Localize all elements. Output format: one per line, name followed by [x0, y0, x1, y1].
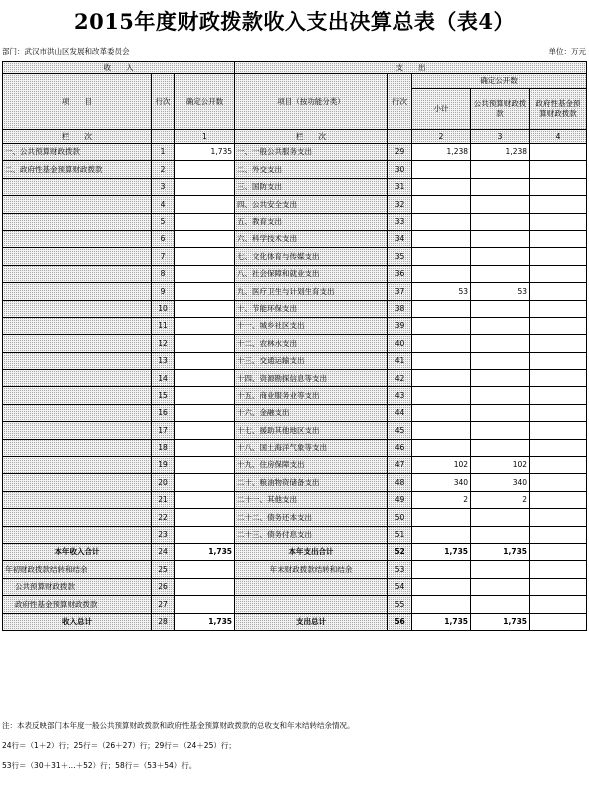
- subtotal-cell: [412, 317, 471, 334]
- gov-budget-cell: 53: [471, 283, 530, 300]
- expense-item-cell: 十六、金融支出: [235, 404, 388, 421]
- expense-item-cell: 二十三、债务付息支出: [235, 526, 388, 543]
- expense-item-header: 项目（按功能分类）: [235, 74, 388, 130]
- subtotal-cell: [412, 178, 471, 195]
- gov-budget-cell: [471, 370, 530, 387]
- table-row: [3, 352, 587, 369]
- expense-line-no-cell: 43: [388, 387, 412, 404]
- table-row: [3, 422, 587, 439]
- table-row: [3, 613, 587, 630]
- gov-budget-cell: [471, 509, 530, 526]
- table-row: [3, 457, 587, 474]
- expense-header: 支 出: [235, 62, 587, 74]
- expense-line-no-cell: 40: [388, 335, 412, 352]
- gov-fund-cell: [530, 248, 587, 265]
- gov-budget-cell: 340: [471, 474, 530, 491]
- income-value-cell: [175, 491, 235, 508]
- income-line-no-cell: 9: [152, 283, 175, 300]
- income-line-no-cell: 5: [152, 213, 175, 230]
- gov-budget-cell: 1,238: [471, 144, 530, 161]
- expense-item-cell: 十七、援助其他地区支出: [235, 422, 388, 439]
- income-line-no-cell: 21: [152, 491, 175, 508]
- income-item-cell: [3, 317, 152, 334]
- expense-line-no-cell: 31: [388, 178, 412, 195]
- income-value-cell: [175, 596, 235, 613]
- gov-budget-header: 公共预算财政拨款: [471, 89, 530, 130]
- note-line: 53行＝（30＋31＋…＋52）行；58行＝（53＋54）行。: [2, 761, 197, 770]
- gov-fund-cell: [530, 561, 587, 578]
- income-line-no-cell: 11: [152, 317, 175, 334]
- income-item-cell: 年初财政拨款结转和结余: [3, 561, 152, 578]
- column-index-1: 1: [175, 130, 235, 144]
- table-row: [3, 144, 587, 161]
- expense-item-cell: 十四、资源勘探信息等支出: [235, 370, 388, 387]
- expense-item-cell: 十五、商业服务业等支出: [235, 387, 388, 404]
- subtotal-cell: [412, 230, 471, 247]
- gov-budget-cell: [471, 265, 530, 282]
- subtotal-cell: [412, 387, 471, 404]
- subtotal-cell: 1,238: [412, 144, 471, 161]
- gov-budget-cell: [471, 387, 530, 404]
- expense-line-no-cell: 34: [388, 230, 412, 247]
- income-line-no-cell: 19: [152, 457, 175, 474]
- column-index-label: 栏 次: [3, 130, 152, 144]
- gov-fund-cell: [530, 422, 587, 439]
- gov-budget-cell: [471, 578, 530, 595]
- income-item-cell: [3, 404, 152, 421]
- income-value-cell: [175, 178, 235, 195]
- gov-fund-cell: [530, 457, 587, 474]
- gov-fund-cell: [530, 178, 587, 195]
- income-value-cell: [175, 335, 235, 352]
- income-value-cell: [175, 457, 235, 474]
- note-line: 注：本表反映部门本年度一般公共预算财政拨款和政府性基金预算财政拨款的总收支和年末结转结余情况。: [2, 721, 355, 730]
- income-item-cell: [3, 370, 152, 387]
- column-index-3: 3: [471, 130, 530, 144]
- gov-fund-header: 政府性基金预算财政拨款: [530, 89, 587, 130]
- expense-line-no-cell: 38: [388, 300, 412, 317]
- gov-fund-cell: [530, 370, 587, 387]
- subtotal-cell: 340: [412, 474, 471, 491]
- gov-fund-cell: [530, 300, 587, 317]
- gov-fund-cell: [530, 404, 587, 421]
- gov-fund-cell: [530, 196, 587, 213]
- table-row: [3, 387, 587, 404]
- subtotal-cell: 53: [412, 283, 471, 300]
- expense-item-cell: 二、外交支出: [235, 161, 388, 178]
- expense-item-cell: 八、社会保障和就业支出: [235, 265, 388, 282]
- table-row: [3, 509, 587, 526]
- expense-item-cell: 五、教育支出: [235, 213, 388, 230]
- subtotal-cell: [412, 578, 471, 595]
- income-value-cell: [175, 370, 235, 387]
- expense-line-no-cell: 36: [388, 265, 412, 282]
- income-item-cell: [3, 230, 152, 247]
- table-row: [3, 178, 587, 195]
- income-item-cell: [3, 439, 152, 456]
- income-item-cell: [3, 213, 152, 230]
- income-line-no-cell: 6: [152, 230, 175, 247]
- expense-line-no-cell: 42: [388, 370, 412, 387]
- income-item-cell: 二、政府性基金预算财政拨款: [3, 161, 152, 178]
- gov-budget-cell: [471, 596, 530, 613]
- income-item-cell: [3, 457, 152, 474]
- gov-budget-cell: [471, 439, 530, 456]
- income-item-cell: 政府性基金预算财政拨款: [3, 596, 152, 613]
- expense-item-cell: 年末财政拨款结转和结余: [235, 561, 388, 578]
- income-line-no-cell: 4: [152, 196, 175, 213]
- subtotal-cell: 2: [412, 491, 471, 508]
- income-value-cell: [175, 509, 235, 526]
- income-item-cell: [3, 283, 152, 300]
- expense-line-no-cell: 47: [388, 457, 412, 474]
- gov-budget-cell: [471, 404, 530, 421]
- column-index-row: [3, 130, 587, 144]
- subtotal-cell: [412, 335, 471, 352]
- table-row: [3, 578, 587, 595]
- expense-item-cell: 支出总计: [235, 613, 388, 630]
- gov-fund-cell: [530, 144, 587, 161]
- gov-fund-cell: [530, 213, 587, 230]
- table-row: [3, 491, 587, 508]
- income-value-cell: [175, 404, 235, 421]
- income-item-cell: 本年收入合计: [3, 543, 152, 560]
- income-item-cell: [3, 300, 152, 317]
- income-value-cell: [175, 283, 235, 300]
- subtotal-cell: [412, 300, 471, 317]
- table-row: [3, 230, 587, 247]
- expense-line-no-cell: 33: [388, 213, 412, 230]
- gov-budget-cell: [471, 422, 530, 439]
- income-value-cell: [175, 474, 235, 491]
- page-title: 2015年度财政拨款收入支出决算总表（表4）: [73, 9, 516, 34]
- expense-line-no-cell: 51: [388, 526, 412, 543]
- gov-fund-cell: [530, 596, 587, 613]
- gov-budget-cell: 102: [471, 457, 530, 474]
- gov-fund-cell: [530, 230, 587, 247]
- income-line-no-cell: 16: [152, 404, 175, 421]
- income-item-cell: [3, 335, 152, 352]
- expense-line-no-cell: 49: [388, 491, 412, 508]
- income-line-no-cell: 24: [152, 543, 175, 560]
- income-value-cell: [175, 352, 235, 369]
- gov-budget-cell: [471, 335, 530, 352]
- income-line-no-cell: 8: [152, 265, 175, 282]
- gov-budget-cell: [471, 230, 530, 247]
- table-row: [3, 213, 587, 230]
- column-index-empty: [152, 130, 175, 144]
- gov-budget-cell: 1,735: [471, 613, 530, 630]
- subtotal-cell: 1,735: [412, 613, 471, 630]
- subtotal-cell: [412, 213, 471, 230]
- expense-item-cell: [235, 578, 388, 595]
- income-item-cell: [3, 422, 152, 439]
- table-row: [3, 474, 587, 491]
- income-item-cell: [3, 491, 152, 508]
- note-line: 24行＝（1＋2）行；25行＝（26＋27）行；29行＝（24＋25）行；: [2, 741, 236, 750]
- table-row: [3, 161, 587, 178]
- budget-public-group-header: 确定公开数: [412, 74, 587, 89]
- expense-item-cell: 十一、城乡社区支出: [235, 317, 388, 334]
- gov-budget-cell: [471, 178, 530, 195]
- table-row: [3, 283, 587, 300]
- income-header: 收 入: [3, 62, 235, 74]
- expense-line-no-cell: 55: [388, 596, 412, 613]
- gov-fund-cell: [530, 161, 587, 178]
- income-line-no-cell: 27: [152, 596, 175, 613]
- gov-budget-cell: 2: [471, 491, 530, 508]
- income-value-cell: 1,735: [175, 144, 235, 161]
- income-value-cell: [175, 422, 235, 439]
- subtotal-cell: [412, 596, 471, 613]
- expense-line-no-cell: 54: [388, 578, 412, 595]
- table-row: [3, 335, 587, 352]
- table-row: [3, 561, 587, 578]
- item-header: 项 目: [3, 74, 152, 130]
- subtotal-cell: [412, 265, 471, 282]
- income-value-cell: [175, 248, 235, 265]
- subtotal-cell: [412, 404, 471, 421]
- income-value-cell: 1,735: [175, 613, 235, 630]
- column-index-empty-2: [388, 130, 412, 144]
- income-value-cell: [175, 387, 235, 404]
- subtotal-cell: [412, 526, 471, 543]
- income-line-no-cell: 23: [152, 526, 175, 543]
- column-index-label-2: 栏 次: [235, 130, 388, 144]
- expense-item-cell: 七、文化体育与传媒支出: [235, 248, 388, 265]
- expense-line-no-cell: 37: [388, 283, 412, 300]
- table-row: [3, 300, 587, 317]
- budget-table: [2, 61, 587, 631]
- gov-budget-cell: [471, 526, 530, 543]
- gov-fund-cell: [530, 387, 587, 404]
- income-line-no-cell: 12: [152, 335, 175, 352]
- expense-line-no-cell: 46: [388, 439, 412, 456]
- gov-budget-cell: [471, 561, 530, 578]
- expense-line-no-cell: 30: [388, 161, 412, 178]
- income-value-cell: [175, 561, 235, 578]
- gov-fund-cell: [530, 474, 587, 491]
- table-row: [3, 526, 587, 543]
- gov-fund-cell: [530, 265, 587, 282]
- income-line-no-cell: 26: [152, 578, 175, 595]
- notes: [2, 716, 355, 776]
- expense-line-no-cell: 44: [388, 404, 412, 421]
- income-line-no-cell: 1: [152, 144, 175, 161]
- expense-line-no-cell: 50: [388, 509, 412, 526]
- table-row: [3, 596, 587, 613]
- expense-item-cell: 四、公共安全支出: [235, 196, 388, 213]
- gov-fund-cell: [530, 509, 587, 526]
- income-line-no-cell: 13: [152, 352, 175, 369]
- income-item-cell: [3, 178, 152, 195]
- expense-item-cell: 二十一、其他支出: [235, 491, 388, 508]
- expense-item-cell: 六、科学技术支出: [235, 230, 388, 247]
- income-line-no-cell: 2: [152, 161, 175, 178]
- column-index-4: 4: [530, 130, 587, 144]
- income-item-cell: 收入总计: [3, 613, 152, 630]
- subtotal-cell: [412, 422, 471, 439]
- expense-line-no-cell: 35: [388, 248, 412, 265]
- expense-item-cell: 本年支出合计: [235, 543, 388, 560]
- income-line-no-cell: 28: [152, 613, 175, 630]
- income-item-cell: 公共预算财政拨款: [3, 578, 152, 595]
- income-item-cell: [3, 474, 152, 491]
- income-line-no-cell: 22: [152, 509, 175, 526]
- gov-budget-cell: [471, 161, 530, 178]
- income-item-cell: [3, 248, 152, 265]
- header-row-2: [3, 74, 587, 89]
- expense-line-no-cell: 48: [388, 474, 412, 491]
- subtotal-cell: 102: [412, 457, 471, 474]
- gov-budget-cell: [471, 300, 530, 317]
- income-value-cell: [175, 265, 235, 282]
- subtotal-cell: [412, 439, 471, 456]
- income-line-no-cell: 3: [152, 178, 175, 195]
- income-item-cell: [3, 352, 152, 369]
- gov-fund-cell: [530, 526, 587, 543]
- expense-line-no-cell: 39: [388, 317, 412, 334]
- gov-budget-cell: 1,735: [471, 543, 530, 560]
- table-row: [3, 196, 587, 213]
- income-line-no-cell: 20: [152, 474, 175, 491]
- expense-item-cell: 九、医疗卫生与计划生育支出: [235, 283, 388, 300]
- income-item-cell: [3, 509, 152, 526]
- expense-line-no-cell: 41: [388, 352, 412, 369]
- subtotal-cell: [412, 248, 471, 265]
- expense-line-no-cell: 53: [388, 561, 412, 578]
- line-no-header: 行次: [152, 74, 175, 130]
- subtotal-cell: [412, 561, 471, 578]
- income-item-cell: [3, 387, 152, 404]
- header-row-1: [3, 62, 587, 74]
- expense-item-cell: 十八、国土海洋气象等支出: [235, 439, 388, 456]
- income-item-cell: [3, 265, 152, 282]
- income-item-cell: 一、公共预算财政拨款: [3, 144, 152, 161]
- income-line-no-cell: 18: [152, 439, 175, 456]
- gov-fund-cell: [530, 543, 587, 560]
- gov-fund-cell: [530, 335, 587, 352]
- income-value-cell: [175, 526, 235, 543]
- gov-fund-cell: [530, 491, 587, 508]
- expense-item-cell: 一、一般公共服务支出: [235, 144, 388, 161]
- budget-public-header: 确定公开数: [175, 74, 235, 130]
- income-value-cell: [175, 578, 235, 595]
- table-row: [3, 317, 587, 334]
- subtotal-cell: [412, 161, 471, 178]
- unit-label: 单位：万元: [548, 47, 586, 56]
- gov-fund-cell: [530, 283, 587, 300]
- expense-line-no-header: 行次: [388, 74, 412, 130]
- expense-line-no-cell: 29: [388, 144, 412, 161]
- income-line-no-cell: 10: [152, 300, 175, 317]
- subtotal-cell: 1,735: [412, 543, 471, 560]
- subtotal-cell: [412, 370, 471, 387]
- expense-item-cell: 十、节能环保支出: [235, 300, 388, 317]
- expense-item-cell: 十三、交通运输支出: [235, 352, 388, 369]
- gov-fund-cell: [530, 613, 587, 630]
- expense-item-cell: 十二、农林水支出: [235, 335, 388, 352]
- column-index-2: 2: [412, 130, 471, 144]
- table-row: [3, 543, 587, 560]
- gov-fund-cell: [530, 578, 587, 595]
- income-value-cell: [175, 213, 235, 230]
- table-row: [3, 265, 587, 282]
- income-value-cell: [175, 300, 235, 317]
- income-value-cell: [175, 317, 235, 334]
- income-item-cell: [3, 196, 152, 213]
- gov-budget-cell: [471, 317, 530, 334]
- subtotal-cell: [412, 196, 471, 213]
- expense-line-no-cell: 52: [388, 543, 412, 560]
- income-value-cell: [175, 439, 235, 456]
- income-line-no-cell: 7: [152, 248, 175, 265]
- expense-item-cell: 二十二、债务还本支出: [235, 509, 388, 526]
- gov-fund-cell: [530, 439, 587, 456]
- table-row: [3, 404, 587, 421]
- expense-item-cell: 十九、住房保障支出: [235, 457, 388, 474]
- table-row: [3, 248, 587, 265]
- expense-line-no-cell: 56: [388, 613, 412, 630]
- income-value-cell: 1,735: [175, 543, 235, 560]
- income-value-cell: [175, 230, 235, 247]
- expense-line-no-cell: 32: [388, 196, 412, 213]
- gov-budget-cell: [471, 352, 530, 369]
- gov-budget-cell: [471, 196, 530, 213]
- table-row: [3, 370, 587, 387]
- income-item-cell: [3, 526, 152, 543]
- expense-item-cell: [235, 596, 388, 613]
- expense-item-cell: 三、国防支出: [235, 178, 388, 195]
- expense-item-cell: 二十、粮油物资储备支出: [235, 474, 388, 491]
- income-value-cell: [175, 161, 235, 178]
- income-line-no-cell: 25: [152, 561, 175, 578]
- gov-fund-cell: [530, 317, 587, 334]
- subtotal-cell: [412, 352, 471, 369]
- income-line-no-cell: 15: [152, 387, 175, 404]
- gov-fund-cell: [530, 352, 587, 369]
- income-line-no-cell: 17: [152, 422, 175, 439]
- table-row: [3, 439, 587, 456]
- income-line-no-cell: 14: [152, 370, 175, 387]
- subtotal-header: 小计: [412, 89, 471, 130]
- subtotal-cell: [412, 509, 471, 526]
- gov-budget-cell: [471, 248, 530, 265]
- gov-budget-cell: [471, 213, 530, 230]
- income-value-cell: [175, 196, 235, 213]
- department-label: 部门：武汉市洪山区发展和改革委员会: [2, 47, 130, 56]
- expense-line-no-cell: 45: [388, 422, 412, 439]
